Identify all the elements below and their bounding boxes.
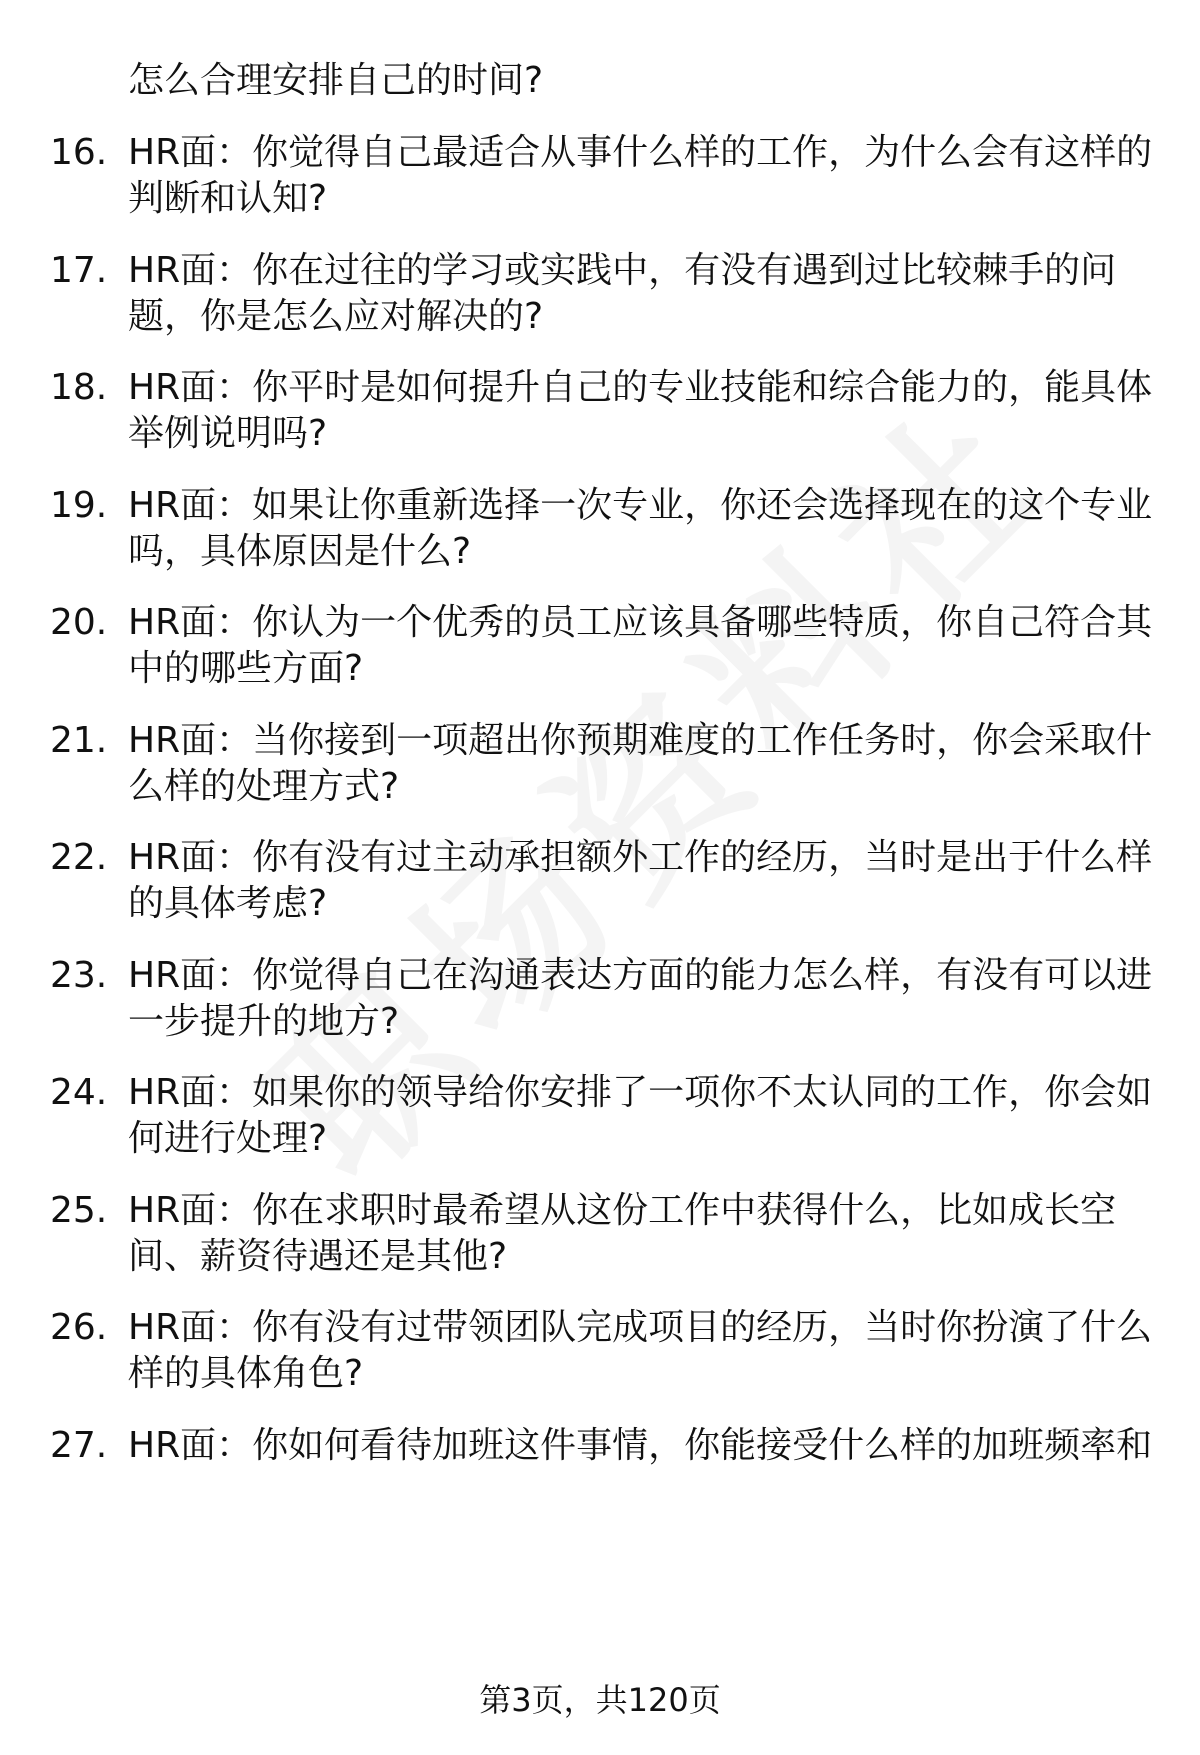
question-number: 24. [50, 1072, 108, 1113]
question-number: 19. [50, 485, 108, 526]
question-text-line: 间、薪资待遇还是其他? [128, 1236, 508, 1277]
question-text-line: 的具体考虑? [128, 883, 328, 924]
question-number: 23. [50, 955, 108, 996]
question-text-line: 吗，具体原因是什么? [128, 531, 472, 572]
question-text-line: 中的哪些方面? [128, 648, 364, 689]
question-number: 27. [50, 1425, 108, 1466]
question-number: 21. [50, 720, 108, 761]
question-number: 22. [50, 837, 108, 878]
question-text-line: HR面：你在过往的学习或实践中，有没有遇到过比较棘手的问 [128, 250, 1117, 291]
question-text-line: 判断和认知? [128, 178, 328, 219]
question-text-line: 么样的处理方式? [128, 766, 400, 807]
question-text-line: HR面：你有没有过主动承担额外工作的经历，当时是出于什么样 [128, 837, 1153, 878]
question-text-line: HR面：你有没有过带领团队完成项目的经历，当时你扮演了什么 [128, 1307, 1153, 1348]
question-number: 25. [50, 1190, 108, 1231]
question-text-line: 题，你是怎么应对解决的? [128, 296, 544, 337]
question-text-line: 何进行处理? [128, 1118, 328, 1159]
question-number: 26. [50, 1307, 108, 1348]
question-text-line: HR面：如果你的领导给你安排了一项你不太认同的工作，你会如 [128, 1072, 1153, 1113]
question-text-line: HR面：你在求职时最希望从这份工作中获得什么，比如成长空 [128, 1190, 1117, 1231]
question-number: 20. [50, 602, 108, 643]
page-footer: 第3页，共120页 [479, 1681, 721, 1719]
question-text-line: 样的具体角色? [128, 1353, 364, 1394]
question-text-line: HR面：当你接到一项超出你预期难度的工作任务时，你会采取什 [128, 720, 1153, 761]
question-number: 17. [50, 250, 108, 291]
question-text-line: HR面：你如何看待加班这件事情，你能接受什么样的加班频率和 [128, 1425, 1153, 1466]
question-text-line: HR面：你平时是如何提升自己的专业技能和综合能力的，能具体 [128, 367, 1153, 408]
question-text-line: 一步提升的地方? [128, 1001, 400, 1042]
question-text-line: HR面：你觉得自己在沟通表达方面的能力怎么样，有没有可以进 [128, 955, 1153, 996]
question-text-line: HR面：如果让你重新选择一次专业，你还会选择现在的这个专业 [128, 485, 1153, 526]
question-text-line: HR面：你觉得自己最适合从事什么样的工作，为什么会有这样的 [128, 132, 1153, 173]
question-text-line: HR面：你认为一个优秀的员工应该具备哪些特质，你自己符合其 [128, 602, 1153, 643]
question-number: 18. [50, 367, 108, 408]
question-text-line: 举例说明吗? [128, 413, 328, 454]
question-number: 16. [50, 132, 108, 173]
continuation-line: 怎么合理安排自己的时间? [128, 60, 544, 101]
